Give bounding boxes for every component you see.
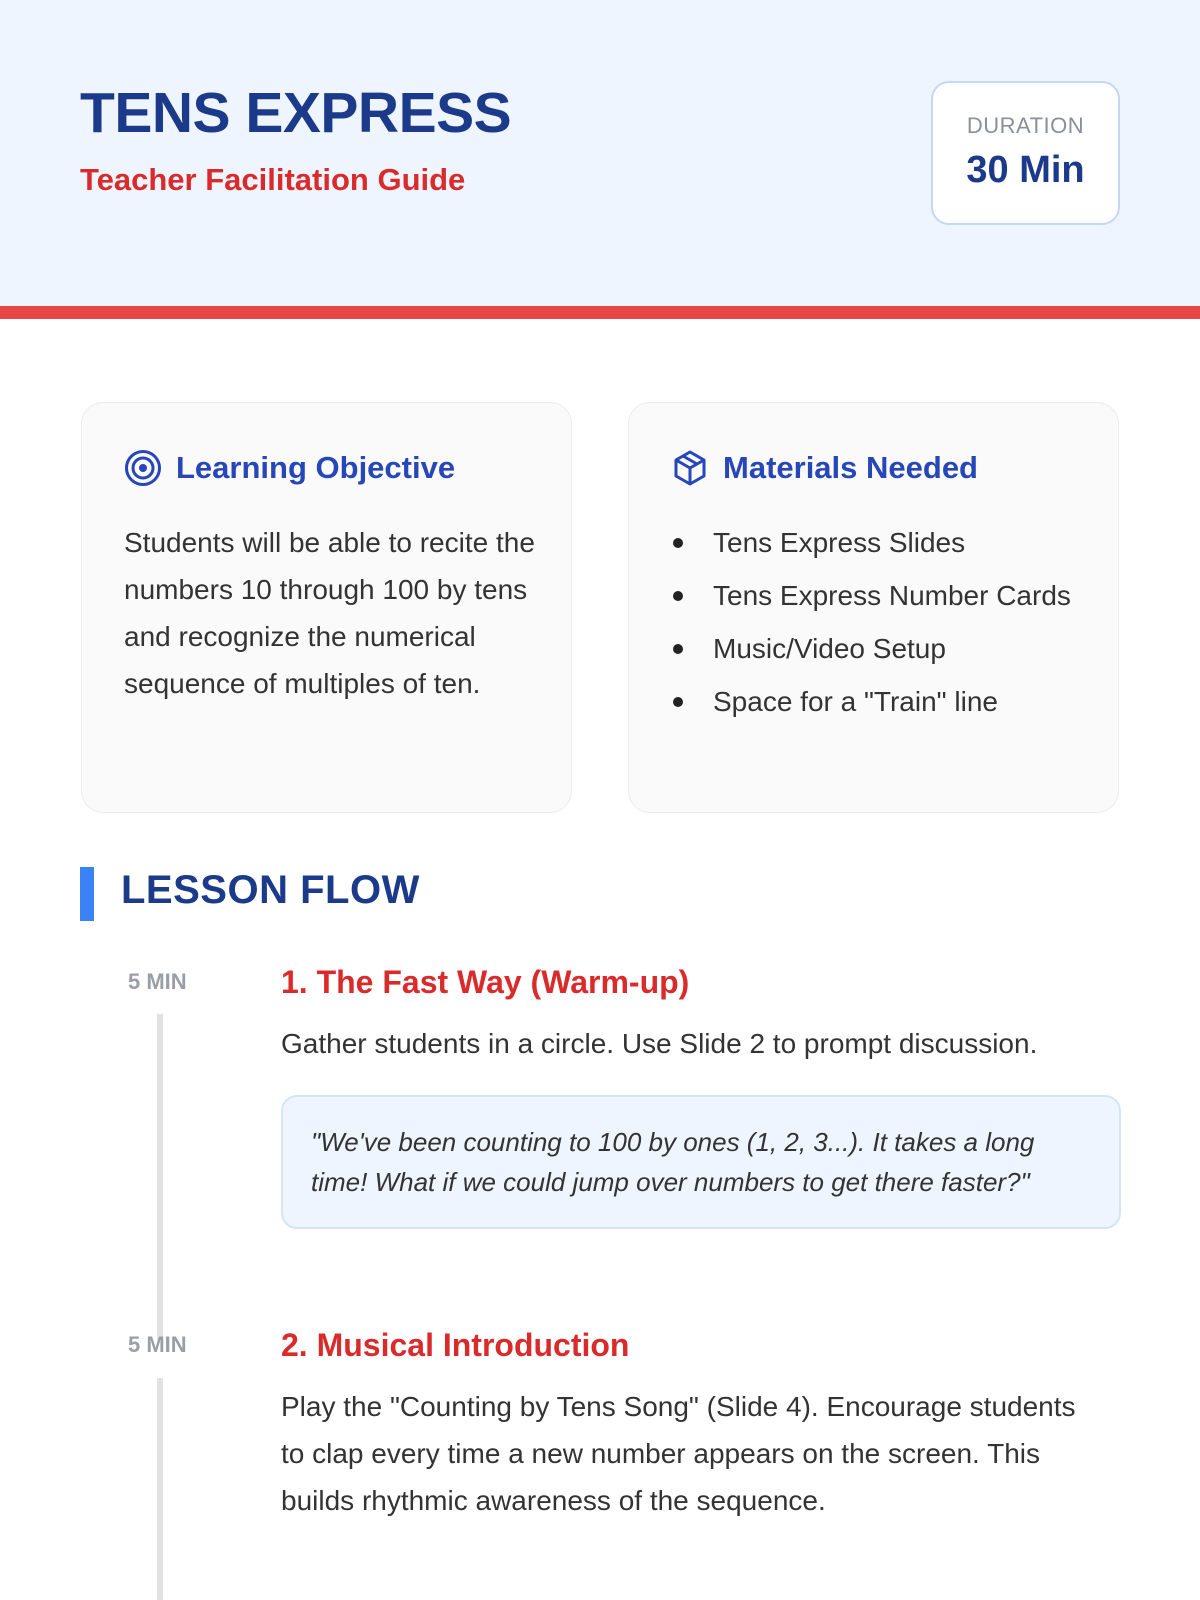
objective-text: Students will be able to recite the numbers 10 through 100 by tens and recognize the numerical sequence of multiples of ten. [124,527,535,699]
duration-value: 30 Min [966,149,1085,191]
list-item: Space for a "Train" line [671,678,1091,725]
step-title: 1. The Fast Way (Warm-up) [281,964,690,1000]
objective-header [124,449,455,487]
page-title: TENS EXPRESS [80,81,512,145]
page-subtitle: Teacher Facilitation Guide [80,162,466,197]
materials-title: Materials Needed [723,450,978,485]
prompt-quote: "We've been counting to 100 by ones (1, 2, 3...). It takes a long time! What if we could jump over numbers to get there faster?" [281,1095,1121,1229]
materials-card [628,402,1119,813]
list-item: Tens Express Number Cards [671,572,1091,619]
timeline-line [157,1014,163,1340]
materials-list [671,519,1091,731]
step-text: Play the "Counting by Tens Song" (Slide 4). Encourage students to clap every time a new number appears on the screen. This builds rhythmic awareness of the sequence. [281,1391,1076,1516]
section-accent-bar [80,867,94,921]
box-icon [671,449,709,487]
objective-card [81,402,572,813]
duration-label: DURATION [966,113,1085,138]
duration-badge [931,81,1120,225]
list-item: Tens Express Slides [671,519,1091,566]
objective-title: Learning Objective [176,450,456,485]
step-time: 5 MIN [128,1332,187,1357]
step-time: 5 MIN [128,969,187,994]
step-title: 2. Musical Introduction [281,1327,630,1363]
target-icon [124,449,162,487]
header-divider [0,306,1200,319]
step-text: Gather students in a circle. Use Slide 2 to prompt discussion. [281,1028,1038,1059]
list-item: Music/Video Setup [671,625,1091,672]
materials-header [671,449,978,487]
timeline-line [157,1378,163,1600]
section-title: LESSON FLOW [121,868,420,912]
